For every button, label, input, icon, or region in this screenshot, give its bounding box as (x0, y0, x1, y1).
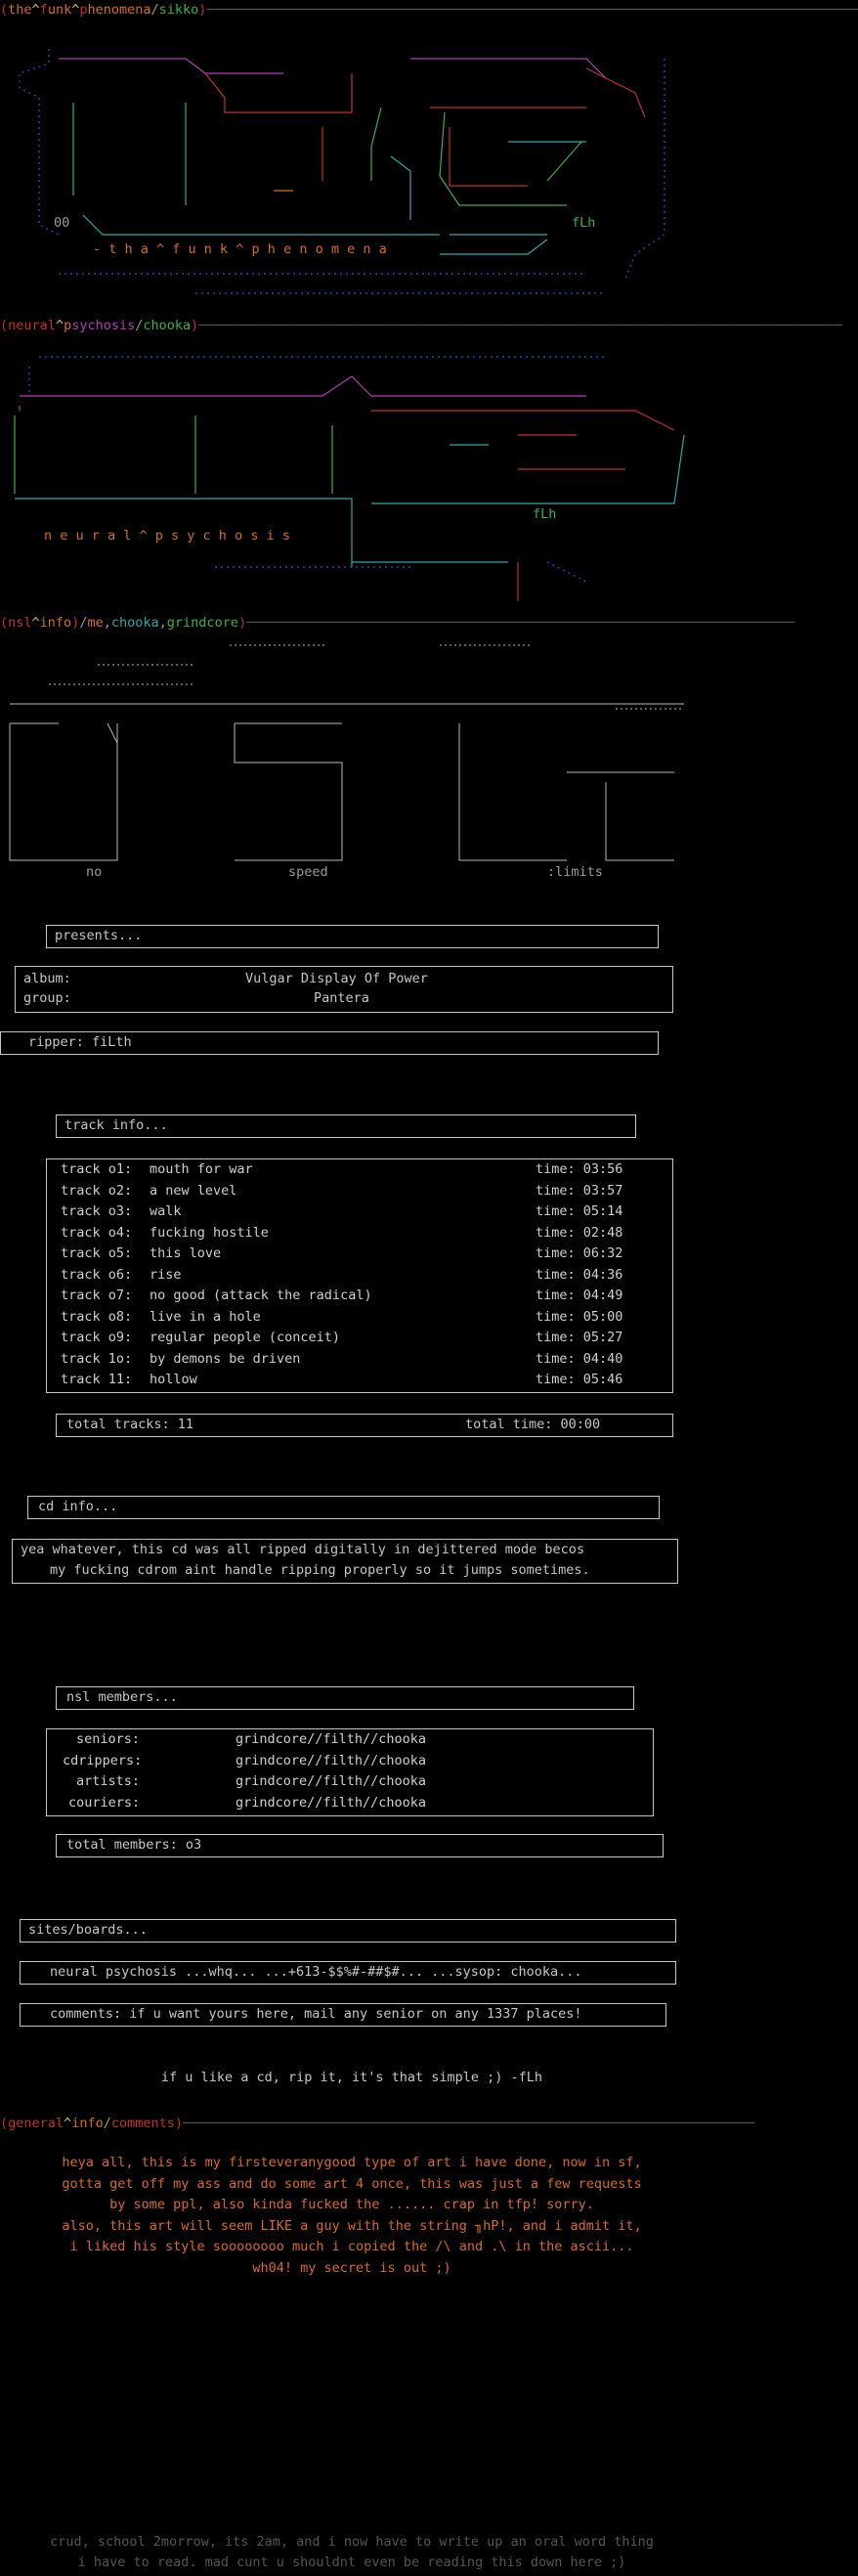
total-members-box (56, 1834, 664, 1857)
track-time: time: 06:32 (536, 1245, 623, 1261)
logo1-caption: - t h a ^ f u n k ^ p h e n o m e n a (93, 241, 387, 257)
board-entry: neural psychosis ...whq... ...+613-$$%#-##$#... ...sysop: chooka... (50, 1964, 582, 1980)
album-label: album: (23, 971, 71, 986)
track-time: time: 04:36 (536, 1266, 623, 1283)
track-info-box (56, 1114, 636, 1138)
nsl-speed-label: speed (288, 864, 328, 880)
section-header-phenomena: (the^funk^phenomena/sikko)────────────────────────────────────────────────────────────────────────────────── (0, 2, 858, 18)
track-number: track 11: (61, 1372, 133, 1387)
track-time: time: 03:57 (536, 1182, 623, 1199)
track-time: time: 04:49 (536, 1288, 623, 1303)
logo-the-funk-phenomena (0, 20, 704, 313)
track-title: mouth for war (150, 1161, 253, 1177)
tagline: if u like a cd, rip it, it's that simple ;) -fLh (160, 2070, 543, 2085)
members-list (46, 1728, 654, 1816)
member-names: grindcore//filth//chooka (236, 1773, 427, 1789)
sites-header (20, 1919, 676, 1943)
member-names: grindcore//filth//chooka (236, 1731, 427, 1747)
comment-line: heya all, this is my firsteveranygood type of art i have done, now in sf, (62, 2155, 642, 2170)
cd-info-line2: my fucking cdrom aint handle ripping properly so it jumps sometimes. (50, 1562, 590, 1578)
comment-line: by some ppl, also kinda fucked the ...... crap in tfp! sorry. (109, 2197, 594, 2212)
totals-box (56, 1414, 673, 1437)
nsl-no-label: no (86, 864, 103, 880)
logo1-tag: 00 (54, 215, 70, 231)
member-role: artists: (76, 1773, 141, 1789)
track-number: track 1o: (61, 1350, 133, 1367)
track-title: a new level (150, 1182, 237, 1199)
album-box (15, 966, 673, 1013)
comment-line: gotta get off my ass and do some art 4 once, this was just a few requests (62, 2175, 642, 2192)
logo-neural-psychosis (0, 337, 704, 596)
comment-line: i liked his style soooooooo much i copied the /\ and .\ in the ascii... (69, 2239, 634, 2254)
track-number: track o4: (61, 1224, 133, 1241)
ripper-label: ripper: fiLth (28, 1034, 132, 1050)
track-title: this love (150, 1245, 222, 1261)
ripper-box (0, 1031, 659, 1055)
album-value: Vulgar Display Of Power (245, 971, 428, 986)
nsl-limits-label: :limits (547, 864, 603, 880)
track-time: time: 04:40 (536, 1350, 623, 1367)
comment-line: also, this art will seem LIKE a guy with the string ╖hP!, and i admit it, (62, 2217, 642, 2234)
track-title: no good (attack the radical) (150, 1288, 372, 1303)
group-label: group: (23, 990, 71, 1006)
group-value: Pantera (314, 990, 369, 1006)
member-role: seniors: (76, 1731, 141, 1747)
total-tracks: total tracks: 11 (66, 1417, 194, 1432)
track-time: time: 02:48 (536, 1224, 623, 1241)
comment-line: wh04! my secret is out ;) (252, 2259, 451, 2276)
track-title: rise (150, 1266, 182, 1283)
track-number: track o1: (61, 1161, 133, 1177)
total-members: total members: o3 (66, 1837, 202, 1853)
cd-info-label: cd info... (38, 1499, 118, 1514)
track-title: walk (150, 1203, 182, 1219)
comments-row (20, 2003, 666, 2027)
track-title: regular people (conceit) (150, 1330, 341, 1345)
track-title: hollow (150, 1372, 197, 1387)
cd-info-header (27, 1496, 660, 1519)
track-number: track o5: (61, 1245, 133, 1261)
section-header-general-info: (general^info/comments)──────────────────────────────────────────────────────────────────────── (0, 2116, 755, 2131)
track-time: time: 03:56 (536, 1161, 623, 1177)
track-time: time: 05:14 (536, 1203, 623, 1219)
track-title: by demons be driven (150, 1350, 301, 1367)
footer-line-2: i have to read. mad cunt u shouldnt even be reading this down here ;) (77, 2554, 626, 2570)
logo1-signature: fLh (572, 215, 596, 231)
track-info-label: track info... (64, 1117, 168, 1133)
logo2-art-lines (0, 337, 704, 596)
total-time: total time: 00:00 (465, 1417, 601, 1432)
track-number: track o9: (61, 1330, 133, 1345)
logo-nsl (0, 635, 704, 929)
track-time: time: 05:46 (536, 1372, 623, 1387)
cd-info-box (12, 1539, 678, 1584)
board-row (20, 1961, 676, 1985)
section-header-neural-psychosis: (neural^psychosis/chooka)───────────────────────────────────────────────────────────────────────────────── (0, 318, 842, 333)
track-number: track o7: (61, 1288, 133, 1303)
nsl-logo-lines (0, 635, 704, 929)
member-names: grindcore//filth//chooka (236, 1752, 427, 1768)
section-header-nsl-info: (nsl^info)/me,chooka,grindcore)───────────────────────────────────────────────────────────────────── (0, 615, 794, 631)
logo2-signature: fLh (533, 506, 557, 522)
track-number: track o3: (61, 1203, 133, 1219)
track-number: track o8: (61, 1308, 133, 1325)
presents-label: presents... (55, 928, 143, 943)
track-time: time: 05:27 (536, 1330, 623, 1345)
member-role: couriers: (68, 1794, 141, 1811)
track-number: track o2: (61, 1182, 133, 1199)
footer-line-1: crud, school 2morrow, its 2am, and i now have to write up an oral word thing (50, 2534, 654, 2550)
comments-entry: comments: if u want yours here, mail any senior on any 1337 places! (50, 2006, 582, 2022)
cd-info-line1: yea whatever, this cd was all ripped digitally in dejittered mode becos (21, 1542, 585, 1557)
tracklist (46, 1158, 673, 1393)
member-names: grindcore//filth//chooka (236, 1794, 427, 1811)
track-time: time: 05:00 (536, 1308, 623, 1325)
logo2-caption: n e u r a l ^ p s y c h o s i s (44, 528, 290, 544)
track-title: live in a hole (150, 1308, 261, 1325)
sites-label: sites/boards... (28, 1922, 148, 1938)
presents-box (46, 925, 659, 948)
logo-art-lines (0, 20, 704, 313)
track-title: fucking hostile (150, 1224, 269, 1241)
track-number: track o6: (61, 1266, 133, 1283)
members-label: nsl members... (66, 1689, 178, 1705)
members-header (56, 1686, 634, 1710)
member-role: cdrippers: (63, 1752, 143, 1768)
